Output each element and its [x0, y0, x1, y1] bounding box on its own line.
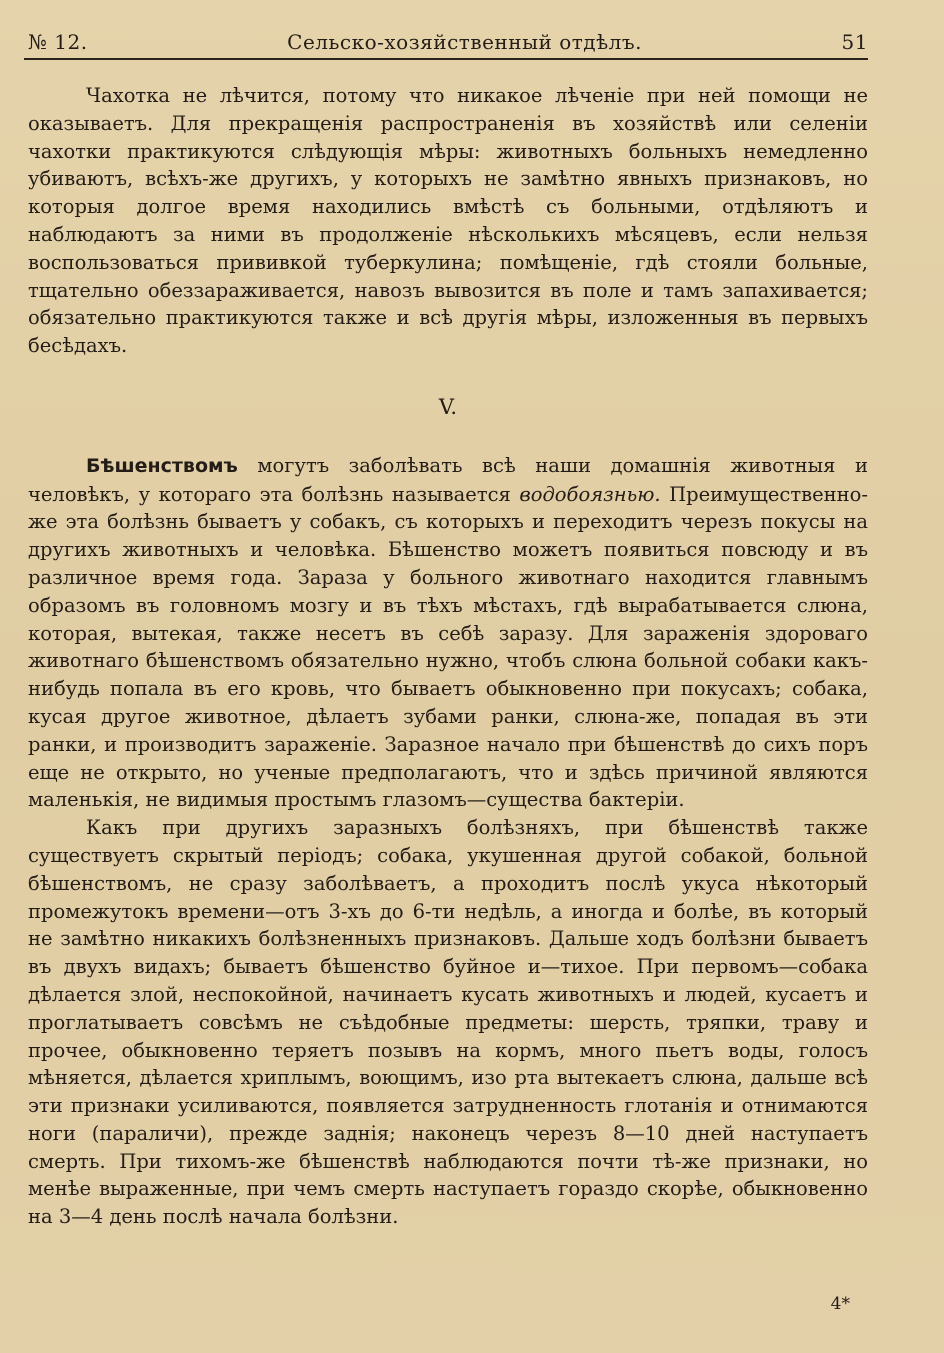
- paragraph-rabies-intro: [28, 452, 868, 814]
- lead-term: Бѣшенствомъ: [86, 454, 238, 477]
- page-body: [28, 82, 868, 1231]
- section-title: Сельско-хозяйственный отдѣлъ.: [287, 30, 642, 54]
- section-heading: V.: [438, 394, 458, 419]
- italic-term: водобоязнью.: [519, 482, 661, 506]
- issue-number: № 12.: [28, 30, 88, 54]
- paragraph-rabies-text-2: Преимущественно-же эта болѣзнь бываетъ у собакъ, съ которыхъ и переходитъ черезъ покусы на другихъ животныхъ и человѣка. Бѣшенство можетъ появиться повсюду и въ различное время года. Зараза у больного животнаго находится главнымъ образомъ въ головномъ мозгу и въ тѣхъ мѣстахъ, гдѣ вырабатывается слюна, которая, вытекая, также несетъ въ себѣ заразу. Для зараженія здороваго животнаго бѣшенствомъ обязательно нужно, чтобъ слюна больной собаки какъ-нибудь попала въ его кровь, что бываетъ обыкновенно при покусахъ; собака, кусая другое животное, дѣлаетъ зубами ранки, слюна-же, попадая въ эти ранки, и производитъ зараженіе. Заразное начало при бѣшенствѣ до сихъ поръ еще не открыто, но ученые предполагаютъ, что и здѣсь причиной являются маленькія, не видимыя простымъ глазомъ—существа бактеріи.: [28, 482, 868, 812]
- page-number: 51: [841, 30, 868, 54]
- header-rule: [24, 58, 868, 60]
- signature-mark: 4*: [830, 1294, 850, 1314]
- paragraph-tuberculosis-measures: Чахотка не лѣчится, потому что никакое лѣченіе при ней помощи не оказываетъ. Для прекращенія распространенія въ хозяйствѣ или селеніи чахотки практикуются слѣдующія мѣры: животныхъ больныхъ немедленно убиваютъ, всѣхъ-же другихъ, у которыхъ не замѣтно явныхъ признаковъ, но которыя долгое время находились вмѣстѣ съ больными, отдѣляютъ и наблюдаютъ за ними въ продолженіе нѣсколькихъ мѣсяцевъ, если нельзя воспользоваться прививкой туберкулина; помѣщеніе, гдѣ стояли больные, тщательно обеззараживается, навозъ вывозится въ поле и тамъ запахивается; обязательно практикуются также и всѣ другія мѣры, изложенныя въ первыхъ бесѣдахъ.: [28, 84, 868, 358]
- paragraph-rabies-text-1: могутъ заболѣвать всѣ наши домашнія животныя и человѣкъ, у котораго эта болѣзнь называется: [28, 453, 868, 506]
- page-header: [28, 22, 868, 62]
- paragraph-rabies-course: Какъ при другихъ заразныхъ болѣзняхъ, при бѣшенствѣ также существуетъ скрытый періодъ; собака, укушенная другой собакой, больной бѣшенствомъ, не сразу заболѣваетъ, а проходитъ послѣ укуса нѣкоторый промежутокъ времени—отъ 3-хъ до 6-ти недѣль, а иногда и болѣе, въ который не замѣтно никакихъ болѣзненныхъ признаковъ. Дальше ходъ болѣзни бываетъ въ двухъ видахъ; бываетъ бѣшенство буйное и—тихое. При первомъ—собака дѣлается злой, неспокойной, начинаетъ кусать животныхъ и людей, кусаетъ и проглатываетъ совсѣмъ не съѣдобные предметы: шерсть, тряпки, траву и прочее, обыкновенно теряетъ позывъ на кормъ, много пьетъ воды, голосъ мѣняется, дѣлается хриплымъ, воющимъ, изо рта вытекаетъ слюна, дальше всѣ эти признаки усиливаются, появляется затрудненность глотанія и отнимаются ноги (параличи), прежде заднія; наконецъ черезъ 8—10 дней наступаетъ смерть. При тихомъ-же бѣшенствѣ наблюдаются почти тѣ-же признаки, но менѣе выраженные, при чемъ смерть наступаетъ гораздо скорѣе, обыкновенно на 3—4 день послѣ начала болѣзни.: [28, 816, 868, 1229]
